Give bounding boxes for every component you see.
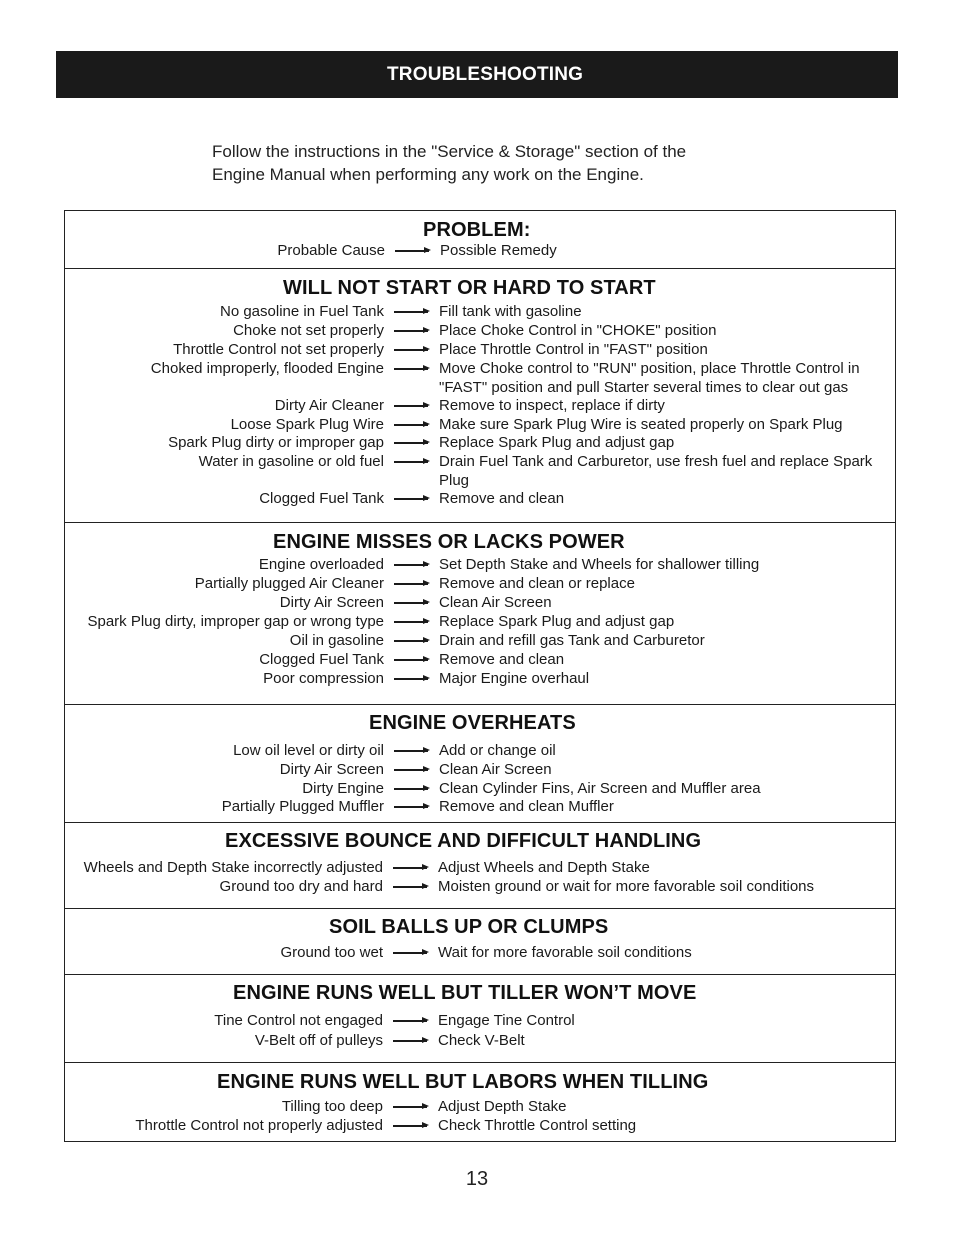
arrow-icon: [393, 1020, 427, 1022]
arrow-icon: [394, 311, 428, 313]
cause-text: Loose Spark Plug Wire: [230, 416, 384, 433]
remedy-text: Place Choke Control in "CHOKE" position: [439, 322, 717, 339]
cause-text: Engine overloaded: [258, 556, 384, 573]
remedy-text: Move Choke control to "RUN" position, place Throttle Control in "FAST" position and pull Starter several times to clear out gas: [439, 360, 860, 396]
legend-row: [65, 241, 895, 260]
table-row: [65, 433, 895, 452]
arrow-icon: [393, 1125, 427, 1127]
table-row: [65, 1031, 895, 1050]
table-row: [65, 321, 895, 340]
legend-cause-label: Probable Cause: [277, 242, 385, 259]
arrow-icon: [395, 250, 429, 252]
remedy-text: Replace Spark Plug and adjust gap: [439, 434, 675, 451]
arrow-icon: [393, 1040, 427, 1042]
section-title: EXCESSIVE BOUNCE AND DIFFICULT HANDLING: [225, 830, 702, 852]
remedy-text: Clean Air Screen: [439, 594, 552, 611]
table-row: [65, 741, 895, 760]
remedy-text: Engage Tine Control: [438, 1012, 575, 1029]
cause-text: Dirty Air Screen: [279, 761, 384, 778]
table-row: [65, 359, 895, 396]
cause-text: Ground too wet: [280, 944, 383, 961]
remedy-text: Remove and clean Muffler: [439, 798, 614, 815]
table-row: [65, 877, 895, 896]
table-row: [65, 612, 895, 631]
cause-text: Throttle Control not set properly: [173, 341, 384, 358]
remedy-text: Replace Spark Plug and adjust gap: [439, 613, 675, 630]
cause-text: Partially plugged Air Cleaner: [194, 575, 384, 592]
table-row: [65, 396, 895, 415]
cause-text: Dirty Air Cleaner: [274, 397, 384, 414]
arrow-icon: [394, 349, 428, 351]
section-engine-misses: [65, 523, 895, 705]
legend-remedy-label: Possible Remedy: [440, 242, 557, 259]
intro-line-1: Follow the instructions in the "Service & Storage" section of the: [212, 142, 687, 161]
section-title: ENGINE MISSES OR LACKS POWER: [273, 531, 625, 553]
cause-text: Throttle Control not properly adjusted: [135, 1117, 383, 1134]
arrow-icon: [394, 621, 428, 623]
cause-text: V-Belt off of pulleys: [254, 1032, 383, 1049]
section-title: ENGINE OVERHEATS: [369, 712, 576, 734]
table-row: [65, 650, 895, 669]
table-row: [65, 858, 895, 877]
table-row: [65, 302, 895, 321]
table-row: [65, 779, 895, 798]
remedy-text: Moisten ground or wait for more favorable soil conditions: [438, 878, 815, 895]
cause-text: Clogged Fuel Tank: [259, 651, 384, 668]
cause-text: Oil in gasoline: [289, 632, 384, 649]
arrow-icon: [394, 640, 428, 642]
section-title: ENGINE RUNS WELL BUT TILLER WON’T MOVE: [233, 982, 697, 1004]
table-row: [65, 943, 895, 962]
remedy-text: Clean Cylinder Fins, Air Screen and Muffler area: [439, 780, 761, 797]
arrow-icon: [393, 886, 427, 888]
remedy-text: Remove and clean: [439, 490, 565, 507]
table-row: [65, 631, 895, 650]
arrow-icon: [394, 405, 428, 407]
table-row: [65, 340, 895, 359]
arrow-icon: [394, 750, 428, 752]
intro-line-2: Engine Manual when performing any work on the Engine.: [212, 165, 644, 184]
arrow-icon: [394, 330, 428, 332]
arrow-icon: [393, 1106, 427, 1108]
remedy-text: Add or change oil: [439, 742, 556, 759]
table-row: [65, 1011, 895, 1030]
arrow-icon: [394, 602, 428, 604]
remedy-text: Check Throttle Control setting: [438, 1117, 637, 1134]
banner-title: TROUBLESHOOTING: [387, 63, 584, 85]
cause-text: Poor compression: [263, 670, 384, 687]
arrow-icon: [394, 788, 428, 790]
cause-text: Water in gasoline or old fuel: [198, 453, 384, 470]
remedy-text: Adjust Wheels and Depth Stake: [438, 859, 650, 876]
arrow-icon: [394, 583, 428, 585]
section-will-not-start: [65, 269, 895, 523]
remedy-text: Remove and clean: [439, 651, 565, 668]
troubleshooting-table: [64, 210, 896, 1142]
arrow-icon: [394, 769, 428, 771]
remedy-text: Set Depth Stake and Wheels for shallower tilling: [439, 556, 760, 573]
table-row: [65, 555, 895, 574]
section-soil-balls: [65, 909, 895, 975]
arrow-icon: [393, 867, 427, 869]
section-excessive-bounce: [65, 823, 895, 909]
arrow-icon: [394, 368, 428, 370]
cause-text: Choke not set properly: [233, 322, 384, 339]
cause-text: Tine Control not engaged: [214, 1012, 383, 1029]
arrow-icon: [394, 424, 428, 426]
table-row: [65, 489, 895, 508]
section-title: SOIL BALLS UP OR CLUMPS: [329, 916, 609, 938]
cause-text: Spark Plug dirty, improper gap or wrong type: [87, 613, 384, 630]
remedy-text: Major Engine overhaul: [439, 670, 590, 687]
arrow-icon: [394, 498, 428, 500]
cause-text: Choked improperly, flooded Engine: [150, 360, 384, 377]
remedy-text: Place Throttle Control in "FAST" position: [439, 341, 708, 358]
table-row: [65, 1097, 895, 1116]
section-tiller-wont-move: [65, 975, 895, 1063]
page-number: 13: [465, 1168, 489, 1190]
arrow-icon: [394, 564, 428, 566]
remedy-text: Drain Fuel Tank and Carburetor, use fresh fuel and replace Spark Plug: [439, 453, 873, 489]
cause-text: Clogged Fuel Tank: [259, 490, 384, 507]
cause-text: Partially Plugged Muffler: [221, 798, 384, 815]
cause-text: Dirty Air Screen: [279, 594, 384, 611]
remedy-text: Adjust Depth Stake: [438, 1098, 567, 1115]
remedy-text: Make sure Spark Plug Wire is seated properly on Spark Plug: [439, 416, 843, 433]
arrow-icon: [393, 952, 427, 954]
table-row: [65, 669, 895, 688]
section-labors-when-tilling: [65, 1063, 895, 1141]
cause-text: Ground too dry and hard: [219, 878, 383, 895]
arrow-icon: [394, 806, 428, 808]
table-row: [65, 593, 895, 612]
table-row: [65, 760, 895, 779]
table-row: [65, 1116, 895, 1135]
legend-title: PROBLEM:: [423, 219, 531, 241]
intro-paragraph: [212, 140, 832, 186]
table-row: [65, 797, 895, 816]
section-engine-overheats: [65, 705, 895, 823]
legend-section: [65, 211, 895, 269]
arrow-icon: [394, 659, 428, 661]
cause-text: Low oil level or dirty oil: [233, 742, 384, 759]
cause-text: Wheels and Depth Stake incorrectly adjusted: [83, 859, 383, 876]
section-title: ENGINE RUNS WELL BUT LABORS WHEN TILLING: [217, 1071, 709, 1093]
section-title: WILL NOT START OR HARD TO START: [283, 277, 656, 299]
cause-text: No gasoline in Fuel Tank: [220, 303, 384, 320]
table-row: [65, 415, 895, 434]
remedy-text: Clean Air Screen: [439, 761, 552, 778]
cause-text: Dirty Engine: [302, 780, 384, 797]
table-row: [65, 574, 895, 593]
remedy-text: Check V-Belt: [438, 1032, 525, 1049]
remedy-text: Remove to inspect, replace if dirty: [439, 397, 665, 414]
section-banner: [56, 51, 898, 98]
arrow-icon: [394, 678, 428, 680]
table-row: [65, 452, 895, 489]
cause-text: Spark Plug dirty or improper gap: [168, 434, 384, 451]
remedy-text: Drain and refill gas Tank and Carburetor: [439, 632, 705, 649]
arrow-icon: [394, 461, 428, 463]
remedy-text: Remove and clean or replace: [439, 575, 635, 592]
remedy-text: Wait for more favorable soil conditions: [438, 944, 692, 961]
cause-text: Tilling too deep: [281, 1098, 383, 1115]
arrow-icon: [394, 442, 428, 444]
remedy-text: Fill tank with gasoline: [439, 303, 582, 320]
